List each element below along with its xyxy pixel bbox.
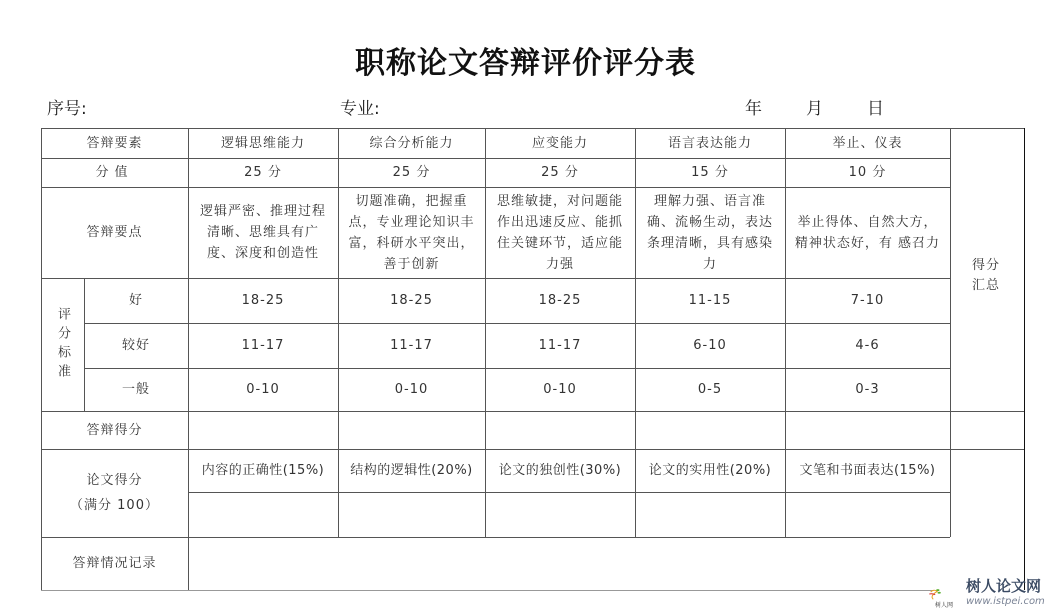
table-line xyxy=(1024,128,1025,590)
serial-label: 序号: xyxy=(47,99,87,119)
element-logic: 逻辑思维能力 xyxy=(220,135,305,151)
keypoint-text: 切题准确，把握重点，专业理论知识丰富，科研水平突出，善于创新 xyxy=(348,193,475,272)
watermark-small: 树人网 xyxy=(935,602,954,609)
criteria-value: 0-10 xyxy=(246,382,280,397)
criteria-value: 11-15 xyxy=(688,293,732,308)
defense-score-input[interactable] xyxy=(338,411,485,449)
watermark-url: www.istpei.com xyxy=(966,596,1045,607)
defense-score-input[interactable] xyxy=(485,411,635,449)
keypoint-text: 理解力强、语言准确、流畅生动，表达条理清晰，具有感染力 xyxy=(646,193,773,272)
defense-score-total[interactable] xyxy=(950,411,1024,449)
keypoints-label: 答辩要点 xyxy=(86,225,143,240)
paper-criterion: 文笔和书面表达(15%) xyxy=(799,463,936,478)
criteria-value: 0-3 xyxy=(855,382,880,397)
page-title: 职称论文答辩评价评分表 xyxy=(355,46,696,81)
criteria-value: 11-17 xyxy=(390,338,433,353)
criteria-value: 11-17 xyxy=(538,338,582,353)
table-line xyxy=(41,590,933,591)
criteria-value: 0-5 xyxy=(697,382,723,397)
paper-score-total[interactable] xyxy=(950,449,1024,537)
record-label: 答辩情况记录 xyxy=(72,556,157,571)
criteria-label: 评分标准 xyxy=(55,306,70,383)
paper-score-input[interactable] xyxy=(635,492,785,537)
criteria-value: 0-10 xyxy=(394,382,429,397)
paper-criterion: 内容的正确性(15%) xyxy=(201,463,325,478)
day-label: 日 xyxy=(867,99,884,119)
criteria-value: 18-25 xyxy=(538,293,582,308)
summary-label: 得分汇总 xyxy=(971,258,1000,293)
paper-criterion: 结构的逻辑性(20%) xyxy=(350,463,473,478)
defense-score-label: 答辩得分 xyxy=(86,422,143,438)
paper-score-label-line1: 论文得分 xyxy=(86,473,143,488)
criteria-value: 18-25 xyxy=(390,293,433,308)
paper-score-input[interactable] xyxy=(188,492,338,537)
paper-score-input[interactable] xyxy=(338,492,485,537)
keypoint-text: 思维敏捷，对问题能作出迅速反应、能抓住关键环节，适应能力强 xyxy=(496,193,623,272)
watermark-name: 树人论文网 xyxy=(966,577,1042,595)
points-value: 25 分 xyxy=(541,165,579,180)
keypoint-text: 逻辑严密、推理过程清晰、思维具有广度、深度和创造性 xyxy=(199,204,326,261)
paper-score-label xyxy=(41,449,188,537)
elements-label: 答辩要素 xyxy=(86,135,143,151)
criteria-level-label: 一般 xyxy=(121,382,150,397)
keypoint-text: 举止得体、自然大方，精神状态好，有 感召力 xyxy=(794,214,941,251)
defense-score-input[interactable] xyxy=(188,411,338,449)
month-label: 月 xyxy=(806,99,823,119)
element-adaptability: 应变能力 xyxy=(531,135,588,151)
paper-criterion: 论文的实用性(20%) xyxy=(648,463,772,478)
points-label: 分值 xyxy=(95,165,134,180)
points-value: 15 分 xyxy=(691,165,729,180)
points-value: 25 分 xyxy=(392,165,431,180)
criteria-level-label: 较好 xyxy=(121,338,150,353)
criteria-value: 4-6 xyxy=(855,338,880,353)
major-label: 专业: xyxy=(340,99,380,119)
criteria-value: 0-10 xyxy=(543,382,577,397)
points-value: 25 分 xyxy=(244,165,282,180)
defense-score-input[interactable] xyxy=(635,411,785,449)
element-expression: 语言表达能力 xyxy=(667,135,752,151)
paper-criterion: 论文的独创性(30%) xyxy=(498,463,622,478)
points-value: 10 分 xyxy=(848,165,887,180)
element-manner: 举止、仪表 xyxy=(832,135,903,151)
criteria-value: 7-10 xyxy=(850,293,885,308)
criteria-value: 11-17 xyxy=(241,338,285,353)
paper-score-label-line2: （满分 100） xyxy=(70,498,159,513)
year-label: 年 xyxy=(745,99,762,119)
record-input[interactable] xyxy=(188,537,1024,590)
paper-score-input[interactable] xyxy=(785,492,950,537)
paper-score-input[interactable] xyxy=(485,492,635,537)
criteria-value: 18-25 xyxy=(241,293,285,308)
element-analysis: 综合分析能力 xyxy=(369,135,454,151)
criteria-value: 6-10 xyxy=(693,338,727,353)
defense-score-input[interactable] xyxy=(785,411,950,449)
criteria-level-label: 好 xyxy=(128,293,143,308)
